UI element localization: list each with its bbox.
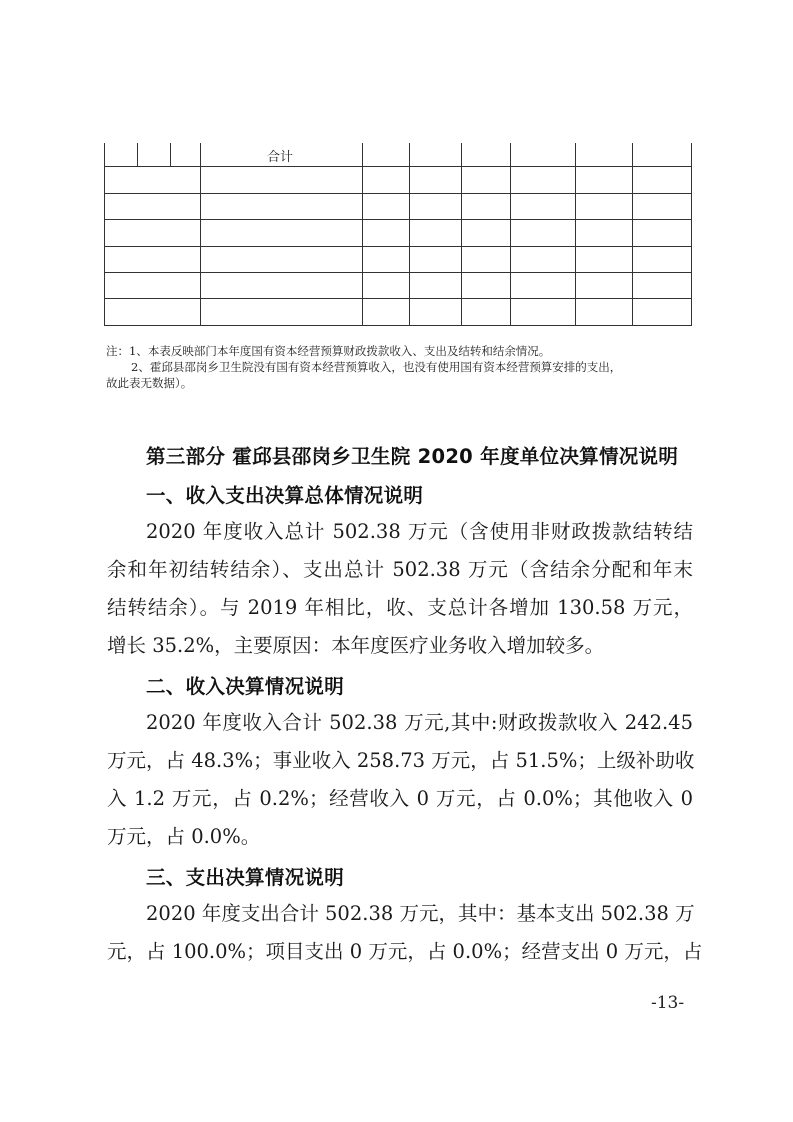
- table-row-line: [104, 246, 692, 247]
- section-2-line: 入 1.2 万元，占 0.2%；经营收入 0 万元，占 0.0%；其他收入 0: [107, 787, 693, 810]
- table-total-label: 合计: [267, 150, 294, 165]
- section-2-heading: 二、收入决算情况说明: [146, 675, 345, 698]
- section-title: 第三部分 霍邱县邵岗乡卫生院 2020 年度单位决算情况说明: [146, 445, 679, 468]
- section-1-line: 余和年初结转结余）、支出总计 502.38 万元（含结余分配和年末: [107, 558, 693, 581]
- table-row-line: [104, 298, 692, 299]
- table-row-line: [104, 272, 692, 273]
- table-note-1: 注：1、本表反映部门本年度国有资本经营预算财政拨款收入、支出及结转和结余情况。: [106, 344, 551, 358]
- table-note-3: 故此表无数据）。: [106, 376, 193, 390]
- table-border-bottom: [104, 325, 692, 326]
- section-3-heading: 三、支出决算情况说明: [146, 866, 345, 889]
- section-1-line: 结转结余）。与 2019 年相比，收、支总计各增加 130.58 万元，: [107, 596, 693, 619]
- section-1-heading: 一、收入支出决算总体情况说明: [146, 484, 424, 507]
- section-1-line: 2020 年度收入总计 502.38 万元（含使用非财政拨款结转结: [146, 520, 693, 543]
- table-row-line: [104, 193, 692, 194]
- section-2-line: 万元，占 48.3%；事业收入 258.73 万元，占 51.5%；上级补助收: [107, 749, 695, 772]
- table-subcol-line: [170, 143, 171, 166]
- table-subcol-line: [137, 143, 138, 166]
- section-1-line: 增长 35.2%，主要原因：本年度医疗业务收入增加较多。: [107, 634, 605, 657]
- section-2-line: 万元，占 0.0%。: [107, 825, 261, 848]
- table-row-line: [104, 166, 692, 167]
- section-2-line: 2020 年度收入合计 502.38 万元,其中:财政拨款收入 242.45: [146, 711, 693, 734]
- table-row-line: [104, 219, 692, 220]
- page-number: -13-: [651, 993, 685, 1013]
- section-3-line: 元，占 100.0%；项目支出 0 万元，占 0.0%；经营支出 0 万元，占: [107, 940, 703, 963]
- section-3-line: 2020 年度支出合计 502.38 万元，其中：基本支出 502.38 万: [146, 902, 695, 925]
- table-note-2: 2、霍邱县邵岗乡卫生院没有国有资本经营预算收入，也没有使用国有资本经营预算安排的支出，: [131, 360, 622, 374]
